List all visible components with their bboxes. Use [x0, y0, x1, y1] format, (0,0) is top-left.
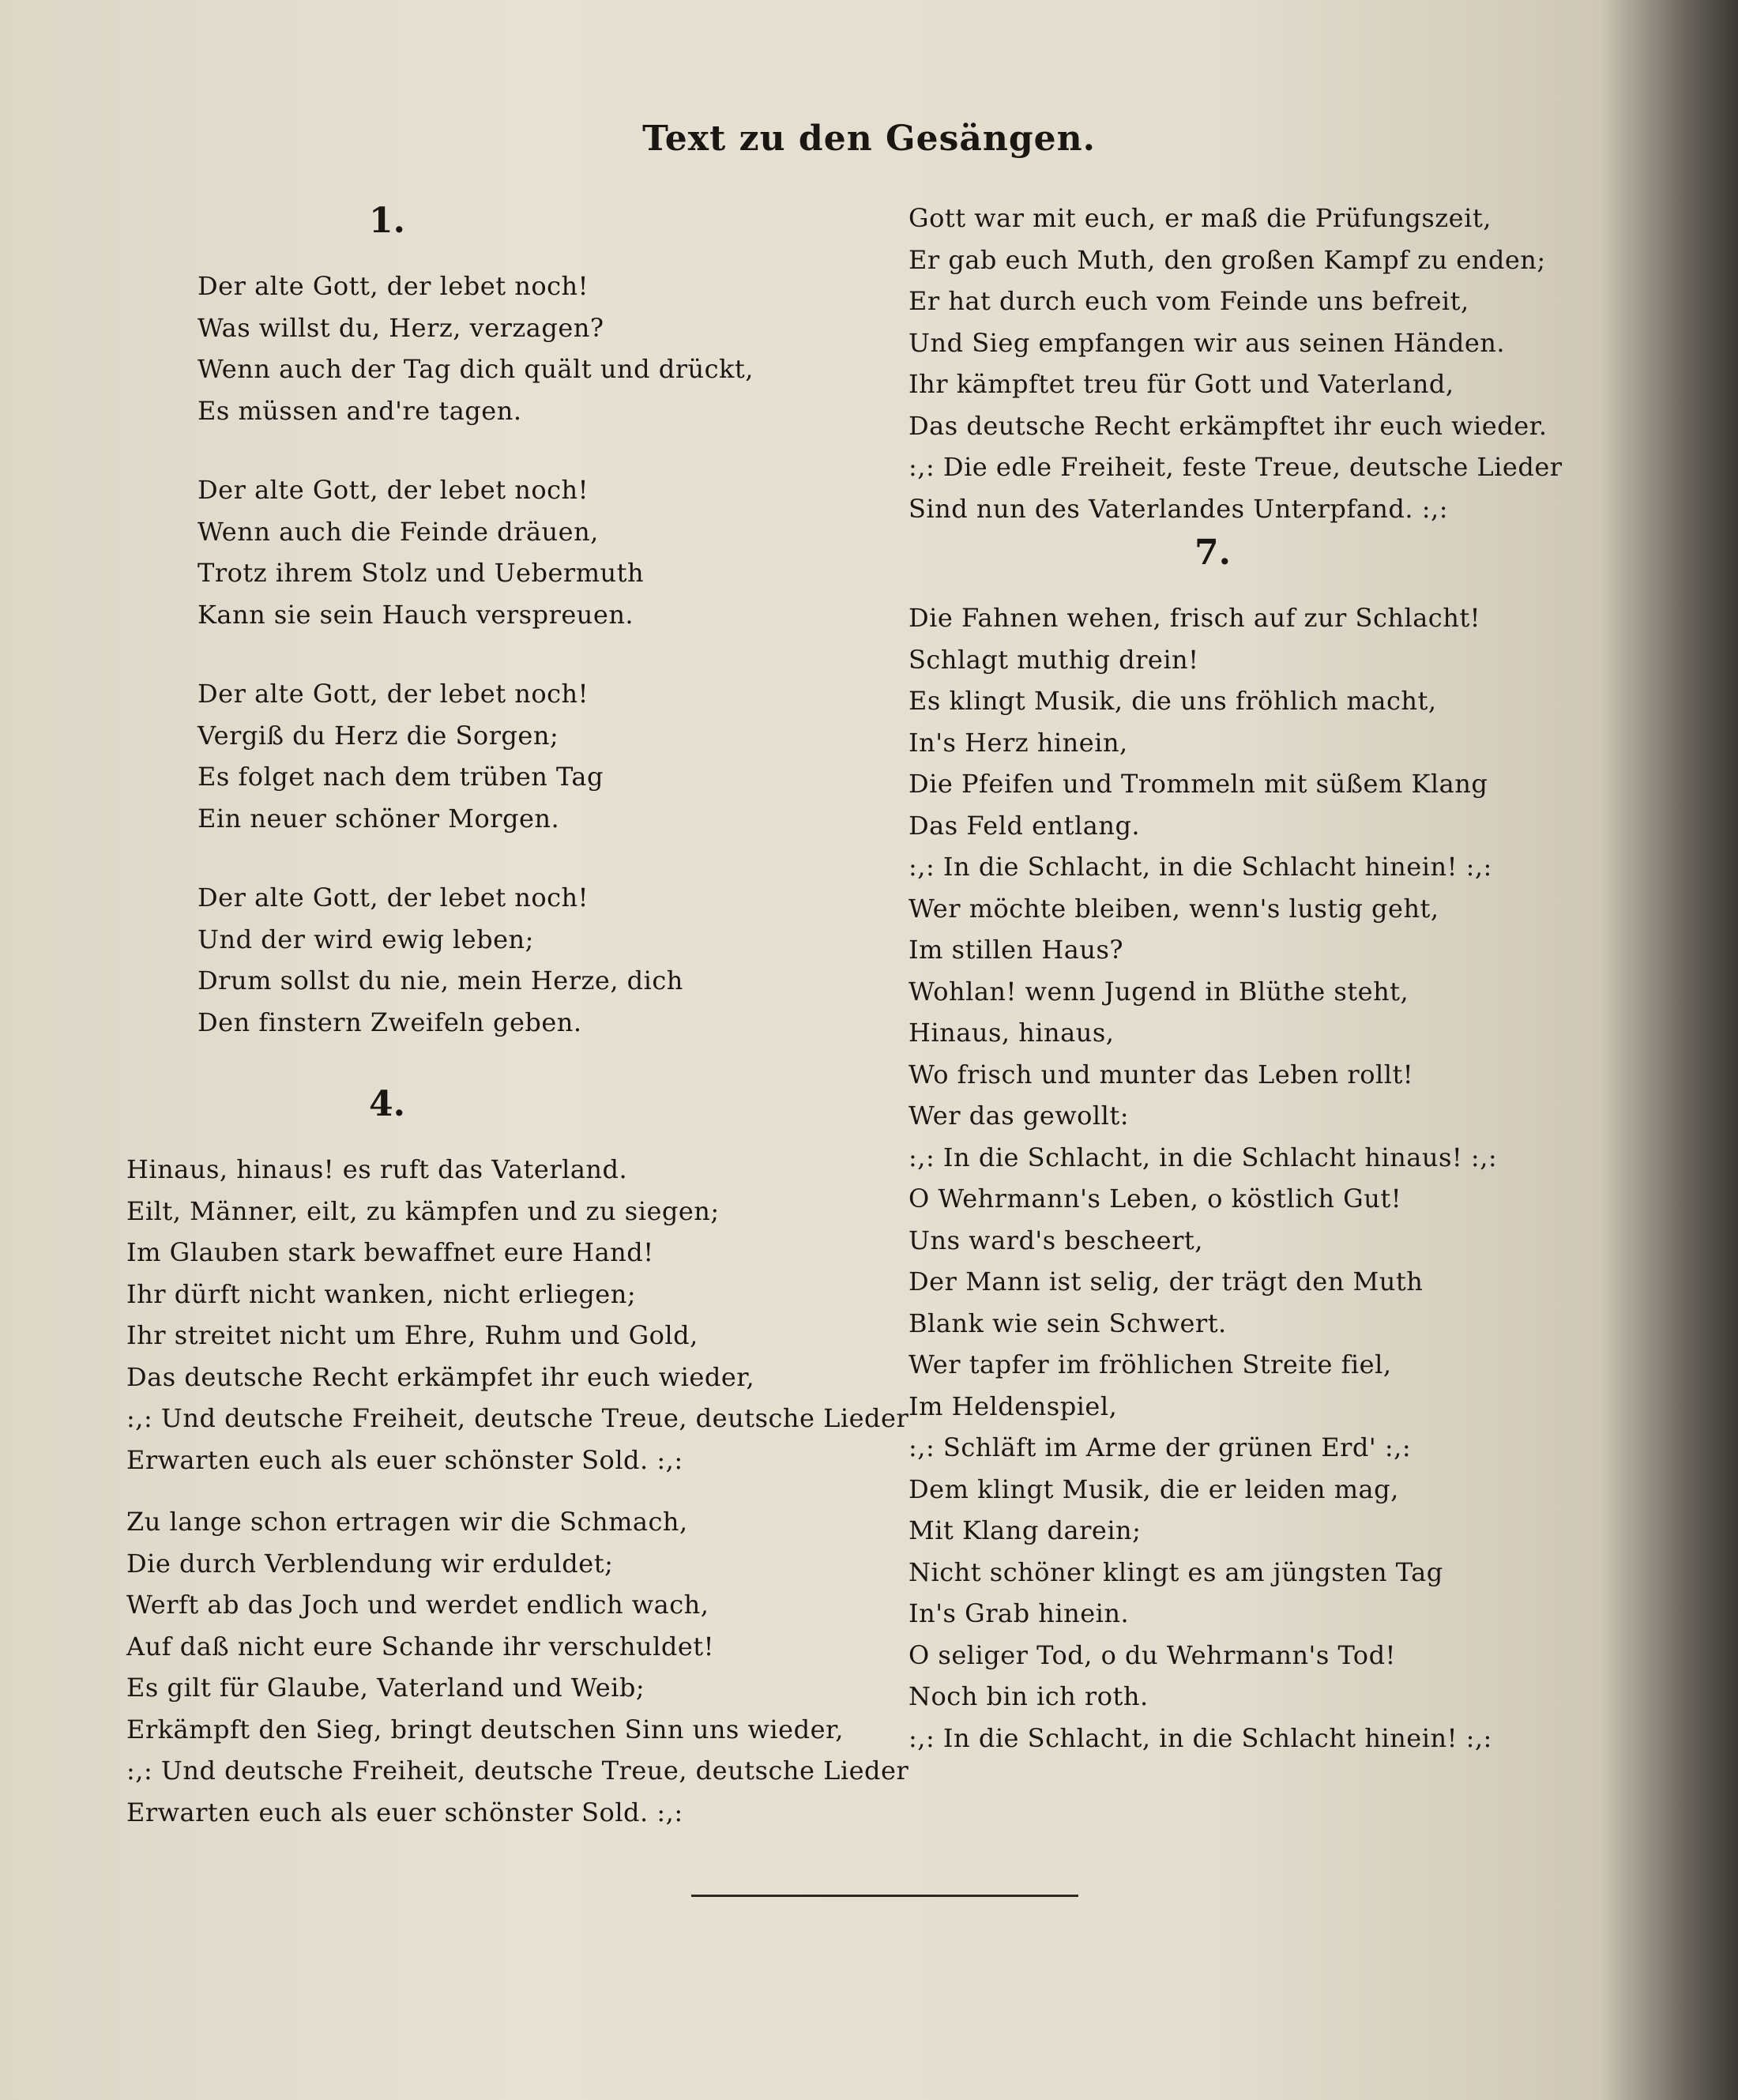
verse-line: Auf daß nicht eure Schande ihr verschuldet! — [126, 1631, 714, 1662]
verse-line: Das deutsche Recht erkämpfet ihr euch wieder, — [126, 1361, 755, 1392]
verse-line: In's Grab hinein. — [908, 1598, 1130, 1628]
verse-line: Die Fahnen wehen, frisch auf zur Schlacht! — [908, 603, 1481, 633]
verse-line: Uns ward's bescheert, — [908, 1225, 1203, 1255]
song-1-number: 1. — [369, 201, 405, 241]
verse-line: Im Heldenspiel, — [908, 1391, 1118, 1421]
verse-line: Wo frisch und munter das Leben rollt! — [908, 1059, 1414, 1090]
verse-line: Ein neuer schöner Morgen. — [198, 803, 560, 834]
verse-line: Der alte Gott, der lebet noch! — [198, 271, 589, 301]
verse-line: O Wehrmann's Leben, o köstlich Gut! — [908, 1184, 1402, 1214]
verse-line: :,: In die Schlacht, in die Schlacht hinaus! :,: — [908, 1142, 1498, 1172]
verse-line: Im stillen Haus? — [908, 935, 1124, 965]
song-4-number: 4. — [369, 1084, 405, 1124]
verse-line: Der alte Gott, der lebet noch! — [198, 475, 589, 505]
verse-line: Wohlan! wenn Jugend in Blüthe steht, — [908, 976, 1409, 1007]
verse-line: Die durch Verblendung wir erduldet; — [126, 1548, 614, 1579]
verse-line: Das Feld entlang. — [908, 810, 1141, 841]
song-1-stanza-1 — [126, 265, 853, 431]
verse-line: Gott war mit euch, er maß die Prüfungszeit, — [908, 203, 1492, 233]
verse-line: Wer möchte bleiben, wenn's lustig geht, — [908, 893, 1439, 924]
verse-line: Drum sollst du nie, mein Herze, dich — [198, 965, 683, 995]
verse-line: Ihr dürft nicht wanken, nicht erliegen; — [126, 1278, 637, 1309]
verse-line: Erwarten euch als euer schönster Sold. :,: — [126, 1797, 683, 1827]
song-4-stanza-2 — [126, 1501, 909, 1833]
verse-line: Noch bin ich roth. — [908, 1681, 1149, 1711]
verse-line: Blank wie sein Schwert. — [908, 1308, 1227, 1338]
closing-rule — [691, 1895, 1078, 1897]
song-1-stanza-4 — [126, 877, 853, 1043]
verse-line: Mit Klang darein; — [908, 1515, 1142, 1545]
verse-line: Vergiß du Herz die Sorgen; — [198, 720, 559, 751]
verse-line: Der alte Gott, der lebet noch! — [198, 883, 589, 913]
verse-line: Was willst du, Herz, verzagen? — [198, 312, 604, 343]
verse-line: Trotz ihrem Stolz und Uebermuth — [198, 558, 645, 588]
verse-line: Zu lange schon ertragen wir die Schmach, — [126, 1507, 688, 1537]
verse-line: Hinaus, hinaus, — [908, 1018, 1115, 1048]
page-title: Text zu den Gesängen. — [642, 119, 1096, 159]
verse-line: Und der wird ewig leben; — [198, 924, 534, 954]
verse-line: Eilt, Männer, eilt, zu kämpfen und zu siegen; — [126, 1195, 720, 1226]
verse-line: Dem klingt Musik, die er leiden mag, — [908, 1473, 1399, 1504]
verse-line: :,: Und deutsche Freiheit, deutsche Treue, deutsche Lieder — [126, 1756, 909, 1786]
verse-line: :,: Schläft im Arme der grünen Erd' :,: — [908, 1432, 1412, 1462]
song-1-stanza-2 — [126, 469, 853, 635]
verse-line: Werft ab das Joch und werdet endlich wach, — [126, 1590, 709, 1620]
song-1-stanza-3 — [126, 673, 853, 839]
verse-line: Hinaus, hinaus! es ruft das Vaterland. — [126, 1154, 628, 1184]
verse-line: Erwarten euch als euer schönster Sold. :,: — [126, 1444, 683, 1475]
verse-line: Und Sieg empfangen wir aus seinen Händen. — [908, 327, 1506, 358]
verse-line: Im Glauben stark bewaffnet eure Hand! — [126, 1237, 654, 1267]
verse-line: :,: In die Schlacht, in die Schlacht hinein! :,: — [908, 852, 1492, 882]
verse-line: Sind nun des Vaterlandes Unterpfand. :,: — [908, 493, 1448, 524]
left-column — [126, 198, 909, 1833]
verse-line: Es klingt Musik, die uns fröhlich macht, — [908, 686, 1437, 716]
verse-line: Der alte Gott, der lebet noch! — [198, 679, 589, 709]
song-7-verses — [908, 597, 1588, 1759]
verse-line: Es müssen and're tagen. — [198, 395, 522, 426]
verse-line: Ihr kämpftet treu für Gott und Vaterland, — [908, 369, 1454, 399]
verse-line: Die Pfeifen und Trommeln mit süßem Klang — [908, 769, 1488, 799]
verse-line: Er gab euch Muth, den großen Kampf zu enden; — [908, 244, 1546, 275]
right-column — [908, 198, 1588, 1759]
verse-line: :,: Die edle Freiheit, feste Treue, deutsche Lieder — [908, 452, 1563, 482]
verse-line: :,: In die Schlacht, in die Schlacht hinein! :,: — [908, 1722, 1492, 1753]
verse-line: Es gilt für Glaube, Vaterland und Weib; — [126, 1673, 645, 1703]
verse-line: Das deutsche Recht erkämpftet ihr euch wieder. — [908, 410, 1548, 441]
verse-line: Er hat durch euch vom Feinde uns befreit, — [908, 286, 1469, 316]
verse-line: O seliger Tod, o du Wehrmann's Tod! — [908, 1639, 1396, 1670]
verse-line: In's Herz hinein, — [908, 727, 1128, 758]
verse-line: Erkämpft den Sieg, bringt deutschen Sinn uns wieder, — [126, 1714, 844, 1744]
song-4-stanza-1 — [126, 1149, 909, 1481]
verse-line: Wer das gewollt: — [908, 1101, 1130, 1131]
verse-line: Wer tapfer im fröhlichen Streite fiel, — [908, 1349, 1392, 1379]
verse-line: :,: Und deutsche Freiheit, deutsche Treue, deutsche Lieder — [126, 1403, 909, 1433]
verse-line: Wenn auch der Tag dich quält und drückt, — [198, 354, 754, 384]
verse-line: Wenn auch die Feinde dräuen, — [198, 516, 599, 547]
verse-line: Den finstern Zweifeln geben. — [198, 1007, 582, 1037]
verse-line: Ihr streitet nicht um Ehre, Ruhm und Gold, — [126, 1320, 698, 1350]
verse-line: Der Mann ist selig, der trägt den Muth — [908, 1266, 1424, 1297]
song-4-stanza-3 — [908, 198, 1588, 529]
verse-line: Kann sie sein Hauch verspreuen. — [198, 599, 634, 630]
song-7-number: 7. — [1194, 533, 1231, 573]
verse-line: Nicht schöner klingt es am jüngsten Tag — [908, 1556, 1443, 1587]
verse-line: Es folget nach dem trüben Tag — [198, 762, 604, 792]
verse-line: Schlagt muthig drein! — [908, 644, 1199, 675]
